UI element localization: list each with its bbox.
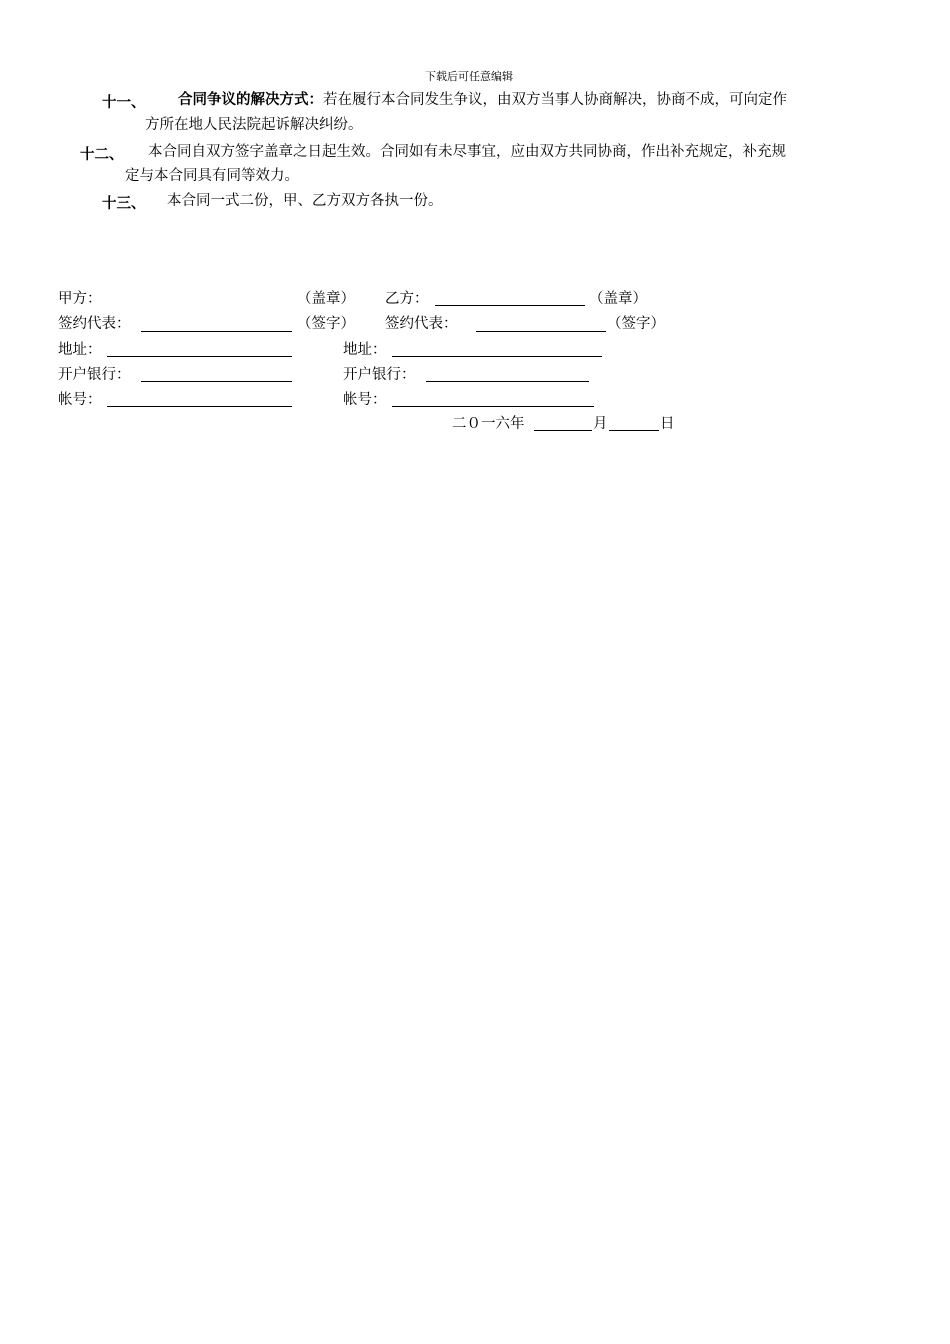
party-b-address-blank[interactable] bbox=[392, 343, 602, 357]
party-b-rep-label: 签约代表： bbox=[385, 316, 458, 332]
party-b-address-label: 地址： bbox=[343, 342, 387, 358]
date-day: 日 bbox=[660, 416, 675, 432]
date-month: 月 bbox=[593, 416, 608, 432]
party-a-label: 甲方： bbox=[58, 291, 102, 307]
header-note: 下载后可任意编辑 bbox=[425, 70, 513, 83]
clause-12-line2: 定与本合同具有同等效力。 bbox=[125, 168, 299, 184]
party-a-account-label: 帐号： bbox=[58, 392, 102, 408]
date-month-blank[interactable] bbox=[534, 417, 592, 431]
date-day-blank[interactable] bbox=[609, 417, 659, 431]
party-a-rep-label: 签约代表： bbox=[58, 316, 131, 332]
clause-11-number: 十一、 bbox=[102, 95, 146, 111]
party-b-name-blank[interactable] bbox=[435, 292, 585, 306]
party-a-account-blank[interactable] bbox=[107, 393, 292, 407]
party-a-bank-blank[interactable] bbox=[141, 368, 292, 382]
clause-11-line2: 方所在地人民法院起诉解决纠纷。 bbox=[145, 117, 363, 133]
party-b-bank-label: 开户银行： bbox=[343, 367, 416, 383]
party-a-address-blank[interactable] bbox=[107, 343, 292, 357]
party-b-bank-blank[interactable] bbox=[426, 368, 589, 382]
party-a-bank-label: 开户银行： bbox=[58, 367, 131, 383]
clause-13-number: 十三、 bbox=[102, 196, 146, 212]
party-a-seal: （盖章） bbox=[297, 291, 355, 307]
clause-11-title: 合同争议的解决方式： bbox=[178, 92, 323, 108]
date-year: 二０一六年 bbox=[452, 416, 525, 432]
clause-11-text: 若在履行本合同发生争议，由双方当事人协商解决，协商不成，可向定作 bbox=[323, 92, 787, 108]
party-a-rep-blank[interactable] bbox=[141, 318, 292, 332]
party-a-rep-sign: （签字） bbox=[297, 316, 355, 332]
party-b-rep-blank[interactable] bbox=[476, 318, 606, 332]
party-b-seal: （盖章） bbox=[589, 291, 647, 307]
clause-13-line1: 本合同一式二份，甲、乙方双方各执一份。 bbox=[167, 193, 443, 209]
clause-12-number: 十二、 bbox=[80, 147, 124, 163]
clause-11-line1 bbox=[178, 90, 787, 110]
party-a-address-label: 地址： bbox=[58, 342, 102, 358]
clause-12-line1: 本合同自双方签字盖章之日起生效。合同如有未尽事宜，应由双方共同协商，作出补充规定，补充规 bbox=[148, 144, 786, 160]
party-b-rep-sign: （签字） bbox=[607, 316, 665, 332]
party-b-label: 乙方： bbox=[385, 291, 429, 307]
party-b-account-label: 帐号： bbox=[343, 392, 387, 408]
party-b-account-blank[interactable] bbox=[392, 393, 594, 407]
